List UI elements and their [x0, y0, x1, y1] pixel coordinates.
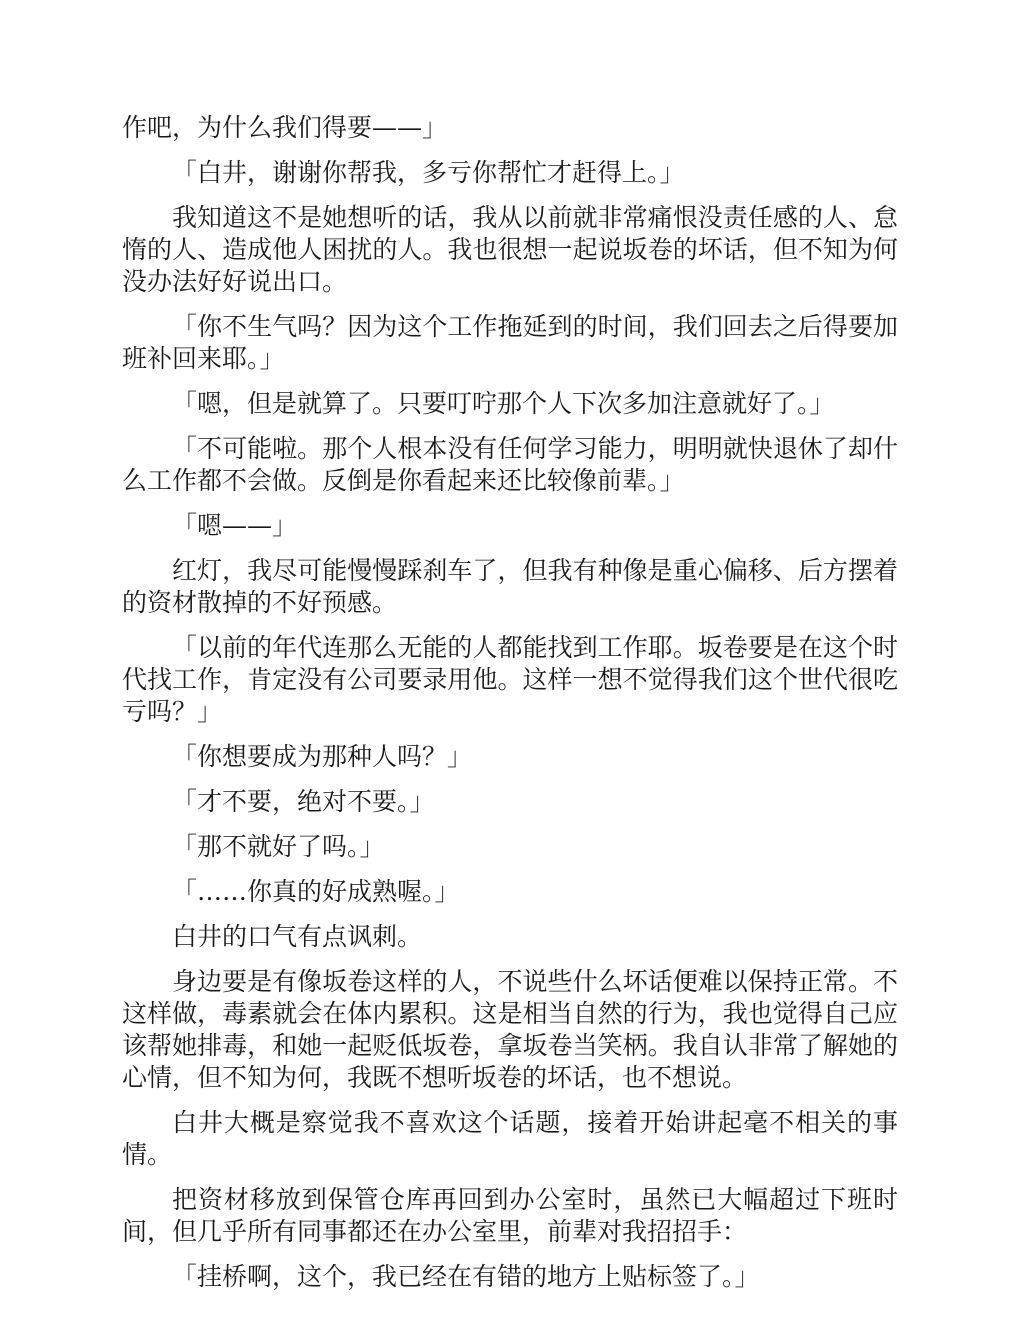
document-page [122, 112, 898, 1306]
paragraph: 作吧，为什么我们得要——」 [122, 113, 448, 142]
paragraph: 身边要是有像坂卷这样的人，不说些什么坏话便难以保持正常。不这样做，毒素就会在体内累积。这是相当自然的行为，我也觉得自己应该帮她排毒，和她一起贬低坂卷，拿坂卷当笑柄。我自认非常了解她的心情，但不知为何，我既不想听坂卷的坏话，也不想说。 [122, 967, 898, 1092]
paragraph: 「你想要成为那种人吗？」 [172, 742, 473, 771]
paragraph: 「才不要，绝对不要。」 [172, 787, 435, 816]
paragraph: 「……你真的好成熟喔。」 [172, 877, 460, 906]
paragraph: 红灯，我尽可能慢慢踩刹车了，但我有种像是重心偏移、后方摆着的资材散掉的不好预感。 [122, 556, 898, 617]
paragraph: 「那不就好了吗。」 [172, 832, 385, 861]
paragraph: 白井大概是察觉我不喜欢这个话题，接着开始讲起毫不相关的事情。 [122, 1108, 898, 1169]
paragraph: 「你不生气吗？因为这个工作拖延到的时间，我们回去之后得要加班补回来耶。」 [122, 312, 898, 373]
paragraph: 「白井，谢谢你帮我，多亏你帮忙才赶得上。」 [172, 158, 685, 187]
paragraph: 我知道这不是她想听的话，我从以前就非常痛恨没责任感的人、怠惰的人、造成他人困扰的人。我也很想一起说坂卷的坏话，但不知为何没办法好好说出口。 [122, 203, 898, 296]
paragraph: 「嗯——」 [172, 511, 298, 540]
paragraph: 「挂桥啊，这个，我已经在有错的地方上贴标签了。」 [172, 1262, 760, 1291]
paragraph: 「以前的年代连那么无能的人都能找到工作耶。坂卷要是在这个时代找工作，肯定没有公司要录用他。这样一想不觉得我们这个世代很吃亏吗？」 [122, 633, 898, 726]
paragraph: 「嗯，但是就算了。只要叮咛那个人下次多加注意就好了。」 [172, 389, 835, 418]
paragraph: 「不可能啦。那个人根本没有任何学习能力，明明就快退休了却什么工作都不会做。反倒是你看起来还比较像前辈。」 [122, 434, 898, 495]
paragraph: 白井的口气有点讽刺。 [172, 922, 423, 951]
paragraph: 把资材移放到保管仓库再回到办公室时，虽然已大幅超过下班时间，但几乎所有同事都还在办公室里，前辈对我招招手： [122, 1185, 898, 1246]
